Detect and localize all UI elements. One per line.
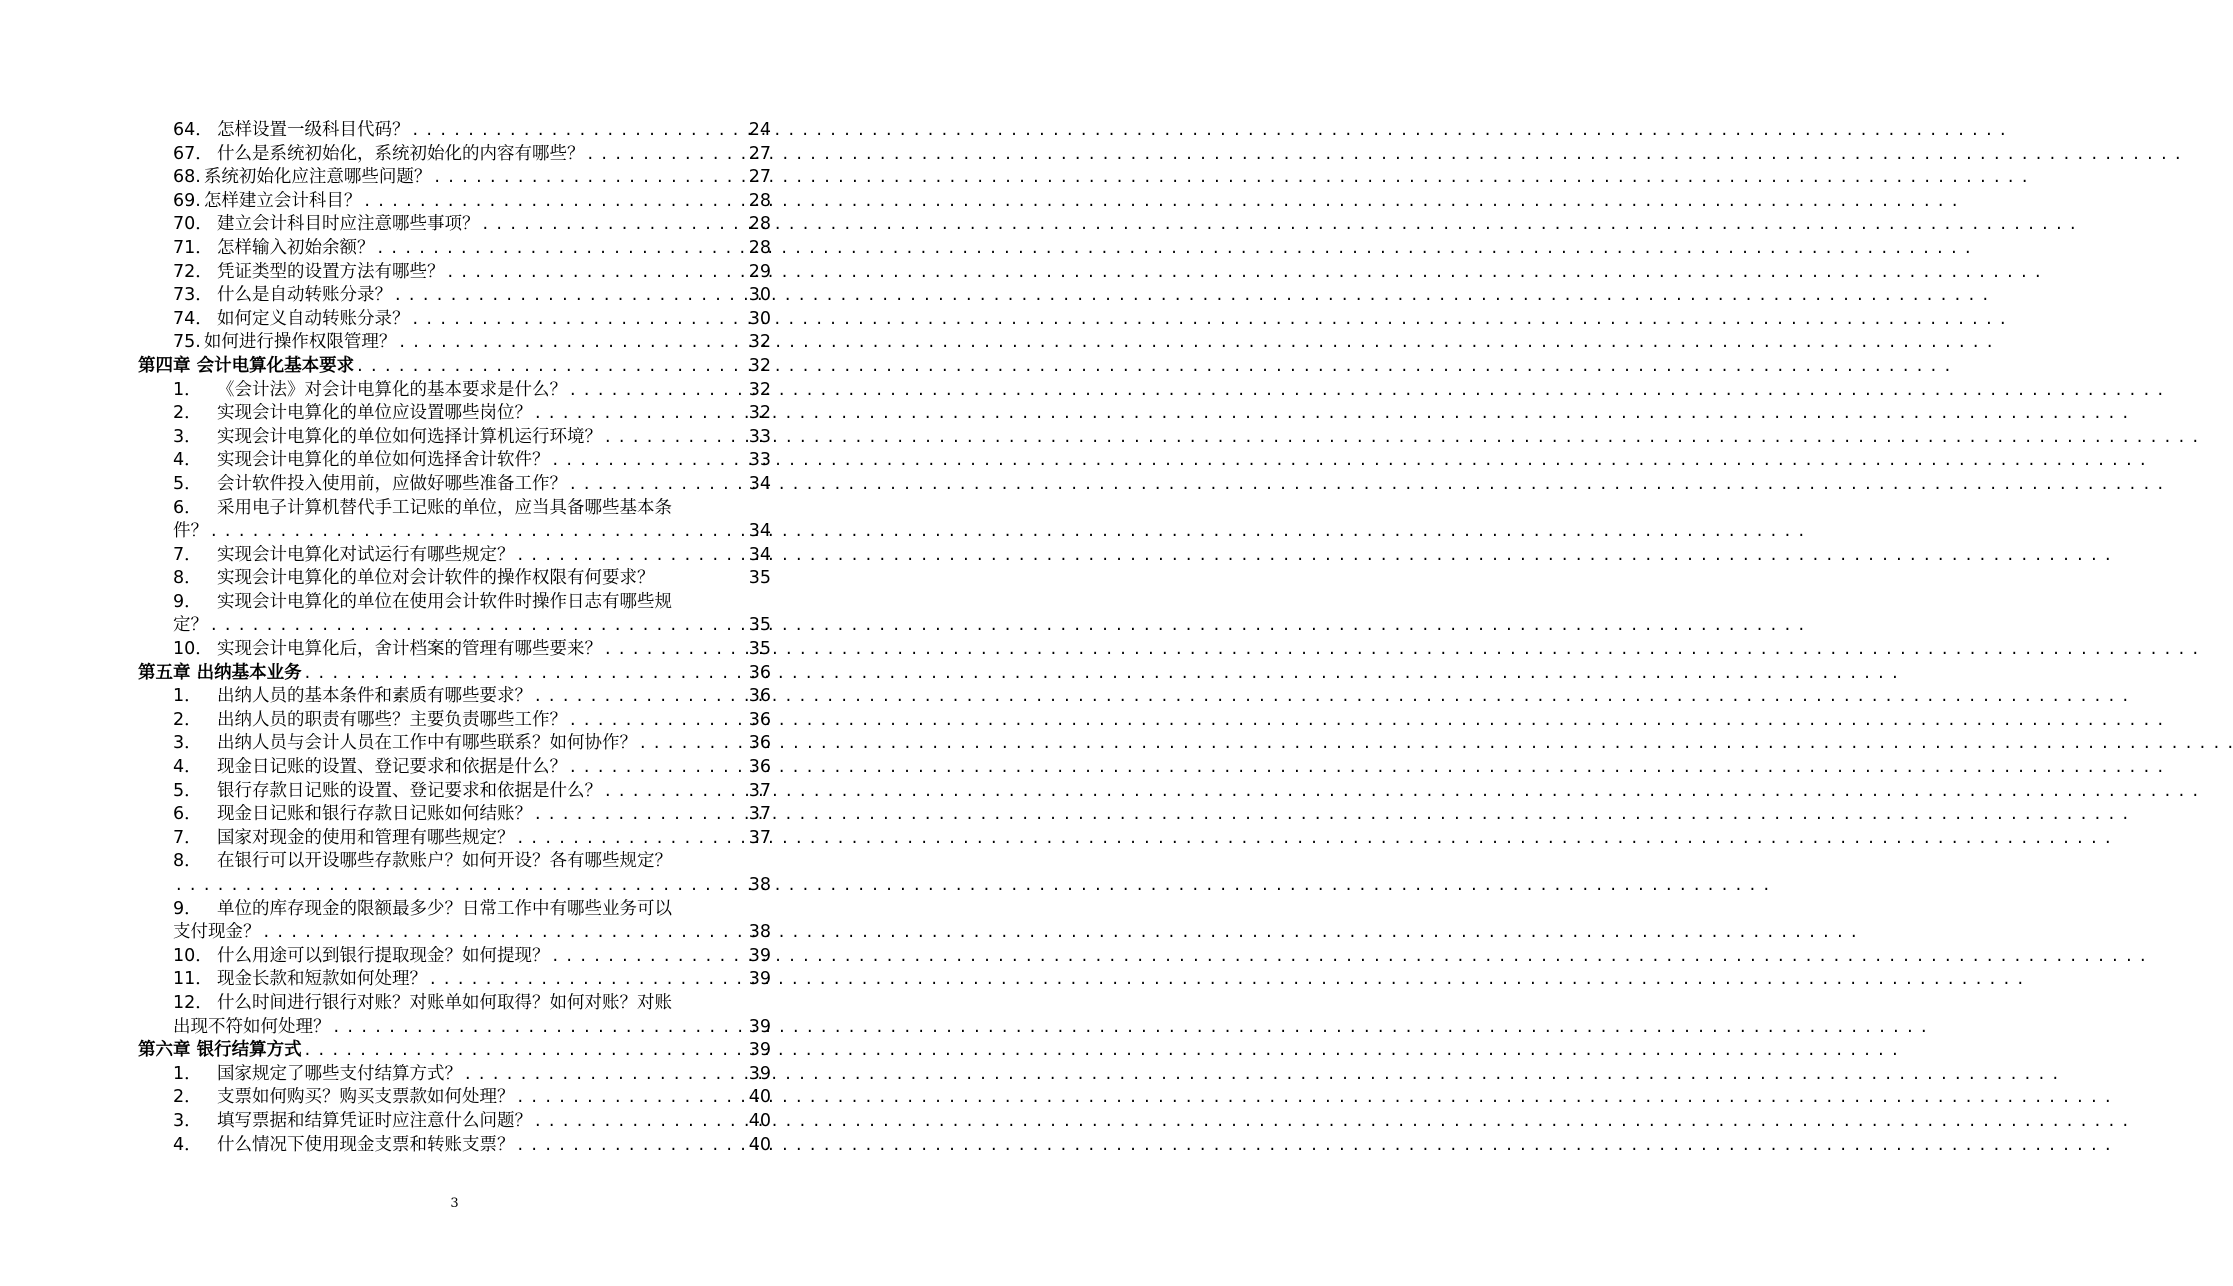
toc-entry[interactable]	[0, 945, 909, 969]
toc-page-number: 34	[748, 521, 771, 542]
toc-page-number: 35	[748, 639, 771, 660]
toc-entry-title: 如何进行操作权限管理？	[203, 332, 397, 353]
toc-entry-number: 68.	[173, 167, 201, 188]
toc-entry[interactable]	[0, 1134, 909, 1158]
toc-page-number: 35	[748, 615, 771, 636]
toc-entry[interactable]	[0, 497, 909, 521]
dot-leader	[211, 614, 746, 638]
toc-entry[interactable]	[0, 898, 909, 922]
toc-entry[interactable]	[0, 1016, 909, 1040]
dot-leader	[413, 308, 746, 332]
toc-entry-number: 10．	[173, 639, 213, 660]
toc-page-number: 40	[748, 1087, 771, 1108]
toc-entry-number: 6．	[173, 497, 202, 518]
dot-leader	[553, 945, 746, 969]
toc-entry-title: 凭证类型的设置方法有哪些？	[217, 261, 445, 282]
toc-entry-title: 出纳人员的基本条件和素质有哪些要求？	[217, 686, 532, 707]
toc-entry[interactable]	[0, 284, 909, 308]
toc-entry-number: 3．	[173, 426, 202, 447]
toc-entry[interactable]	[0, 166, 909, 190]
toc-entry-title: 实现会计电算化的单位在使用会计软件时操作日志有哪些规	[217, 591, 672, 612]
dot-leader	[570, 473, 746, 497]
toc-page-number: 33	[748, 426, 771, 447]
dot-leader	[535, 402, 746, 426]
toc-page-number: 33	[748, 450, 771, 471]
toc-entry-title: 什么是自动转账分录？	[217, 285, 392, 306]
toc-entry-number: 4．	[173, 450, 202, 471]
dot-leader	[413, 119, 746, 143]
toc-entry-title: 件？	[173, 521, 208, 542]
toc-entry-title: 实现会计电算化的单位应设置哪些岗位？	[217, 403, 532, 424]
toc-entry-title: 国家规定了哪些支付结算方式？	[217, 1063, 462, 1084]
toc-entry-number: 2．	[173, 403, 202, 424]
toc-entry[interactable]	[0, 968, 909, 992]
toc-entry-title: 现金日记账的设置、登记要求和依据是什么？	[217, 757, 567, 778]
toc-page-number: 28	[748, 237, 771, 258]
toc-entry-number: 11．	[173, 969, 213, 990]
dot-leader	[588, 143, 746, 167]
dot-leader	[535, 803, 746, 827]
chapter-title: 第六章 银行结算方式	[138, 1040, 302, 1061]
dot-leader	[305, 662, 746, 686]
toc-entry-title: 什么用途可以到银行提取现金？如何提现？	[217, 945, 550, 966]
dot-leader	[334, 1016, 746, 1040]
dot-leader	[357, 355, 746, 379]
dot-leader	[465, 1063, 746, 1087]
toc-entry-title: 如何定义自动转账分录？	[217, 308, 410, 329]
toc-entry-title: 支付现金？	[173, 922, 261, 943]
page-number: 3	[450, 1196, 459, 1211]
dot-leader	[305, 1039, 746, 1063]
toc-entry-title: 采用电子计算机替代手工记账的单位，应当具备哪些基本条	[217, 497, 672, 518]
chapter-title: 第五章 出纳基本业务	[138, 662, 302, 683]
toc-entry-title: 填写票据和结算凭证时应注意什么问题？	[217, 1110, 532, 1131]
dot-leader	[605, 638, 746, 662]
toc-entry[interactable]	[0, 426, 909, 450]
toc-entry-title: 出纳人员与会计人员在工作中有哪些联系？如何协作？	[217, 733, 637, 754]
toc-entry-number: 2．	[173, 709, 202, 730]
toc-entry[interactable]	[0, 119, 909, 143]
toc-entry-number: 5．	[173, 473, 202, 494]
toc-page-number: 39	[748, 1063, 771, 1084]
toc-page-number: 40	[748, 1110, 771, 1131]
toc-page-number: 27	[748, 143, 771, 164]
dot-leader	[518, 544, 746, 568]
toc-entry[interactable]	[0, 379, 909, 403]
toc-page-number: 32	[748, 379, 771, 400]
dot-leader	[430, 968, 746, 992]
toc-page-number: 38	[748, 922, 771, 943]
toc-entry[interactable]	[0, 237, 909, 261]
toc-entry-title: 什么是系统初始化，系统初始化的内容有哪些？	[217, 143, 585, 164]
toc-entry[interactable]	[0, 1063, 909, 1087]
toc-page-number: 37	[748, 780, 771, 801]
toc-entry[interactable]	[0, 780, 909, 804]
dot-leader	[176, 874, 746, 898]
toc-entry[interactable]	[0, 308, 909, 332]
dot-leader	[434, 166, 745, 190]
toc-chapter-heading[interactable]	[0, 662, 909, 686]
toc-entry-number: 74．	[173, 308, 213, 329]
toc-entry-title: 现金日记账和银行存款日记账如何结账？	[217, 804, 532, 825]
toc-entry-number: 64．	[173, 120, 213, 140]
toc-entry-title: 现金长款和短款如何处理？	[217, 969, 427, 990]
toc-entry-number: 7．	[173, 544, 202, 565]
toc-entry-number: 3．	[173, 1110, 202, 1131]
toc-page-number: 30	[748, 308, 771, 329]
toc-page-number: 34	[748, 473, 771, 494]
toc-entry-title: 会计软件投入使用前，应做好哪些准备工作？	[217, 473, 567, 494]
dot-leader	[518, 1134, 746, 1158]
chapter-title: 第四章 会计电算化基本要求	[138, 355, 355, 376]
toc-entry-number: 4．	[173, 1134, 202, 1155]
toc-page-number: 39	[748, 1040, 771, 1061]
toc-entry-title: 怎样设置一级科目代码？	[217, 120, 410, 140]
toc-entry-title: 出纳人员的职责有哪些？主要负责哪些工作？	[217, 709, 567, 730]
toc-entry-number: 1．	[173, 379, 202, 400]
dot-leader	[553, 449, 746, 473]
dot-leader	[395, 284, 746, 308]
dot-leader	[535, 685, 746, 709]
toc-entry-title: 系统初始化应注意哪些问题？	[203, 167, 432, 188]
toc-entry-number: 8．	[173, 851, 202, 872]
toc-entry-title: 定？	[173, 615, 208, 636]
toc-page-number: 37	[748, 804, 771, 825]
toc-entry-number: 71．	[173, 237, 213, 258]
toc-entry[interactable]	[0, 992, 909, 1016]
toc-entry[interactable]	[0, 520, 909, 544]
toc-entry-title: 出现不符如何处理？	[173, 1016, 331, 1037]
dot-leader	[570, 756, 746, 780]
dot-leader	[448, 261, 746, 285]
toc-page-number: 36	[748, 709, 771, 730]
dot-leader	[483, 213, 746, 237]
toc-entry-title: 在银行可以开设哪些存款账户？如何开设？各有哪些规定？	[217, 851, 672, 872]
toc-entry-title: 实现会计电算化后，舍计档案的管理有哪些要来？	[217, 639, 602, 660]
toc-entry-number: 12．	[173, 992, 213, 1013]
toc-page-number: 30	[748, 285, 771, 306]
toc-entry-number: 9．	[173, 898, 202, 919]
toc-entry[interactable]	[0, 143, 909, 167]
toc-page-number: 39	[748, 945, 771, 966]
toc-entry-title: 实现会计电算化的单位如何选择计算机运行环境？	[217, 426, 602, 447]
toc-entry-number: 4．	[173, 757, 202, 778]
toc-entry-title: 怎样输入初始余额？	[217, 237, 375, 258]
toc-entry[interactable]	[0, 827, 909, 851]
toc-entry-title: 国家对现金的使用和管理有哪些规定？	[217, 827, 515, 848]
toc-entry-number: 8．	[173, 568, 202, 589]
toc-entry[interactable]	[0, 567, 909, 591]
toc-page-number: 36	[748, 662, 771, 683]
toc-entry[interactable]	[0, 544, 909, 568]
toc-page-number: 36	[748, 733, 771, 754]
toc-entry[interactable]	[0, 921, 909, 945]
toc-entry[interactable]	[0, 1110, 909, 1134]
toc-entry[interactable]	[0, 756, 909, 780]
dot-leader	[605, 426, 746, 450]
toc-entry-title: 实现会计电算化的单位如何选择舍计软件？	[217, 450, 550, 471]
toc-entry-title: 建立会计科目时应注意哪些事项？	[217, 214, 480, 235]
toc-page-number: 35	[748, 568, 771, 589]
toc-page-number: 39	[748, 969, 771, 990]
toc-entry-title: 怎样建立会计科目？	[203, 190, 362, 211]
toc-entry[interactable]	[0, 614, 909, 638]
toc-page-number: 37	[748, 827, 771, 848]
toc-entry-number: 10．	[173, 945, 213, 966]
toc-entry-number: 72．	[173, 261, 213, 282]
toc-page-number: 28	[748, 214, 771, 235]
toc-chapter-heading[interactable]	[0, 355, 909, 379]
toc-entry[interactable]	[0, 261, 909, 285]
dot-leader	[518, 1086, 746, 1110]
toc-entry[interactable]	[0, 331, 909, 355]
toc-page-number: 39	[748, 1016, 771, 1037]
toc-entry-title: 银行存款日记账的设置、登记要求和依据是什么？	[217, 780, 602, 801]
dot-leader	[264, 921, 746, 945]
dot-leader	[211, 520, 746, 544]
toc-entry-title: 单位的库存现金的限额最多少？日常工作中有哪些业务可以	[217, 898, 672, 919]
toc-entry[interactable]	[0, 473, 909, 497]
toc-entry[interactable]	[0, 732, 909, 756]
toc-page-number: 40	[748, 1134, 771, 1155]
toc-entry[interactable]	[0, 190, 909, 214]
toc-page-number: 34	[748, 544, 771, 565]
dot-leader	[364, 190, 745, 214]
toc-page-number: 29	[748, 261, 771, 282]
toc-entry[interactable]	[0, 213, 909, 237]
dot-leader	[640, 732, 746, 756]
toc-page-number: 36	[748, 686, 771, 707]
toc-entry-title: 实现会计电算化对试运行有哪些规定？	[217, 544, 515, 565]
toc-entry[interactable]	[0, 1086, 909, 1110]
dot-leader	[570, 709, 746, 733]
toc-entry-number: 1．	[173, 1063, 202, 1084]
toc-entry-number: 9．	[173, 591, 202, 612]
dot-leader	[605, 780, 746, 804]
toc-page-number: 32	[748, 355, 771, 376]
toc-entry[interactable]	[0, 591, 909, 615]
table-of-contents	[0, 119, 909, 1157]
toc-chapter-heading[interactable]	[0, 1039, 909, 1063]
toc-entry-number: 5．	[173, 780, 202, 801]
toc-entry[interactable]	[0, 402, 909, 426]
toc-entry[interactable]	[0, 638, 909, 662]
dot-leader	[399, 331, 745, 355]
toc-entry-title: 支票如何购买？购买支票款如何处理？	[217, 1087, 515, 1108]
toc-entry-number: 7．	[173, 827, 202, 848]
toc-entry-number: 73．	[173, 285, 213, 306]
toc-entry[interactable]	[0, 874, 909, 898]
toc-page-number: 27	[748, 167, 771, 188]
toc-entry-number: 6．	[173, 804, 202, 825]
toc-page-number: 24	[748, 120, 771, 140]
toc-entry-number: 67．	[173, 143, 213, 164]
toc-entry[interactable]	[0, 449, 909, 473]
toc-page-number: 38	[748, 875, 771, 895]
toc-entry-number: 2．	[173, 1087, 202, 1108]
toc-entry-number: 69.	[173, 190, 201, 211]
toc-entry[interactable]	[0, 685, 909, 709]
toc-entry-title: 《会计法》对会计电算化的基本要求是什么？	[217, 379, 567, 400]
toc-entry-number: 3．	[173, 733, 202, 754]
toc-entry-title: 什么情况下使用现金支票和转账支票？	[217, 1134, 515, 1155]
dot-leader	[570, 379, 746, 403]
toc-entry-title: 实现会计电算化的单位对会计软件的操作权限有何要求？	[217, 568, 655, 589]
toc-entry[interactable]	[0, 709, 909, 733]
dot-leader	[518, 827, 746, 851]
toc-page-number: 36	[748, 757, 771, 778]
toc-entry[interactable]	[0, 850, 909, 874]
dot-leader	[378, 237, 746, 261]
toc-page-number: 32	[748, 332, 771, 353]
dot-leader	[535, 1110, 746, 1134]
toc-page-number: 32	[748, 403, 771, 424]
toc-entry-number: 70．	[173, 214, 213, 235]
toc-entry-number: 1．	[173, 686, 202, 707]
toc-entry-number: 75.	[173, 332, 201, 353]
toc-page-number: 28	[748, 190, 771, 211]
toc-entry-title: 什么时间进行银行对账？对账单如何取得？如何对账？对账	[217, 992, 672, 1013]
toc-entry[interactable]	[0, 803, 909, 827]
